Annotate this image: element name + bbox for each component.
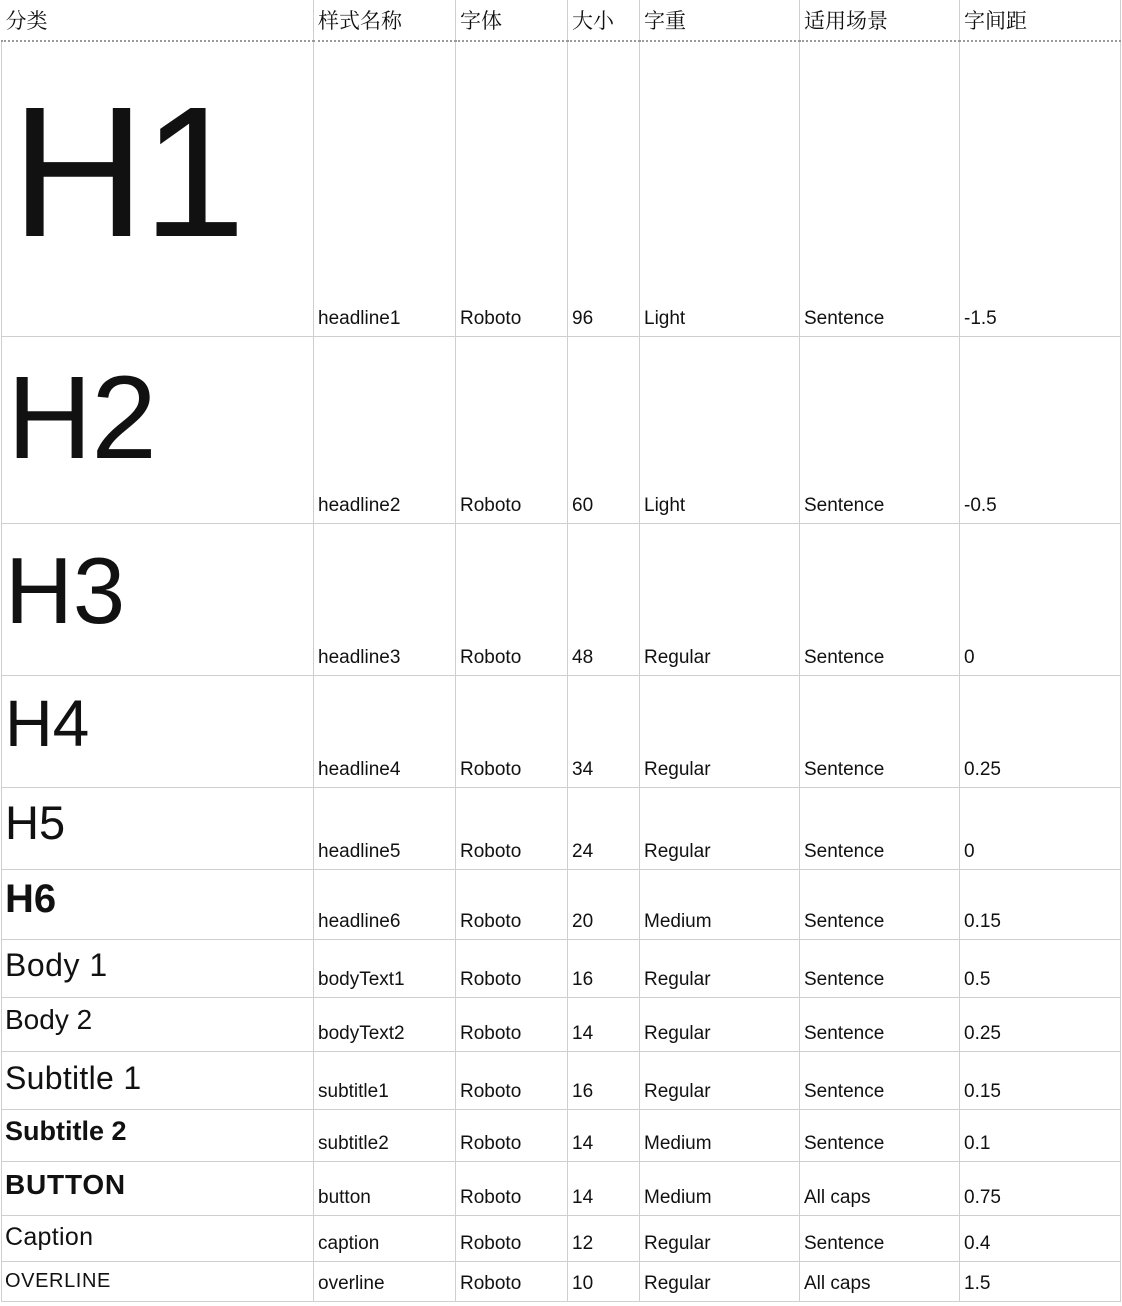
- weight-cell: Regular: [640, 1215, 800, 1261]
- style-name-cell: button: [314, 1161, 456, 1215]
- letter-spacing-cell: 1.5: [960, 1261, 1121, 1301]
- style-name-cell: subtitle2: [314, 1109, 456, 1161]
- table-row: [2, 1109, 1121, 1161]
- letter-spacing-cell: 0: [960, 787, 1121, 869]
- table-row: [2, 336, 1121, 523]
- weight-cell: Medium: [640, 1109, 800, 1161]
- sample-cell: [2, 336, 314, 523]
- style-name-cell: bodyText1: [314, 939, 456, 997]
- table-row: [2, 1261, 1121, 1301]
- table-row: [2, 997, 1121, 1051]
- sample-text: H1: [11, 69, 243, 276]
- size-cell: 34: [568, 675, 640, 787]
- case-cell: Sentence: [800, 1051, 960, 1109]
- header-font: 字体: [456, 0, 568, 41]
- sample-text: H3: [5, 537, 126, 643]
- table-row: [2, 787, 1121, 869]
- sample-text: Subtitle 2: [5, 1115, 127, 1146]
- letter-spacing-cell: -1.5: [960, 41, 1121, 336]
- sample-text: H6: [5, 876, 57, 921]
- weight-cell: Regular: [640, 675, 800, 787]
- style-name-cell: bodyText2: [314, 997, 456, 1051]
- letter-spacing-cell: 0.25: [960, 675, 1121, 787]
- font-cell: Roboto: [456, 1051, 568, 1109]
- header-weight: 字重: [640, 0, 800, 41]
- font-cell: Roboto: [456, 997, 568, 1051]
- header-size: 大小: [568, 0, 640, 41]
- typography-table: [1, 0, 1121, 1302]
- header-case: 适用场景: [800, 0, 960, 41]
- size-cell: 16: [568, 939, 640, 997]
- font-cell: Roboto: [456, 336, 568, 523]
- sample-cell: [2, 997, 314, 1051]
- sample-text: Caption: [5, 1222, 94, 1251]
- weight-cell: Regular: [640, 1051, 800, 1109]
- case-cell: All caps: [800, 1161, 960, 1215]
- style-name-cell: headline2: [314, 336, 456, 523]
- weight-cell: Regular: [640, 787, 800, 869]
- sample-cell: [2, 787, 314, 869]
- weight-cell: Regular: [640, 523, 800, 675]
- sample-cell: [2, 523, 314, 675]
- sample-text: Body 1: [5, 946, 108, 983]
- style-name-cell: subtitle1: [314, 1051, 456, 1109]
- case-cell: Sentence: [800, 675, 960, 787]
- weight-cell: Regular: [640, 997, 800, 1051]
- table-row: [2, 41, 1121, 336]
- table-row: [2, 1215, 1121, 1261]
- table-row: [2, 939, 1121, 997]
- sample-cell: [2, 1215, 314, 1261]
- sample-text: Subtitle 1: [5, 1059, 142, 1096]
- letter-spacing-cell: 0.5: [960, 939, 1121, 997]
- case-cell: Sentence: [800, 787, 960, 869]
- weight-cell: Regular: [640, 1261, 800, 1301]
- sample-cell: [2, 939, 314, 997]
- weight-cell: Light: [640, 41, 800, 336]
- sample-text: BUTTON: [5, 1168, 126, 1200]
- letter-spacing-cell: 0.15: [960, 869, 1121, 939]
- sample-text: H2: [7, 351, 156, 484]
- sample-cell: [2, 869, 314, 939]
- case-cell: Sentence: [800, 41, 960, 336]
- weight-cell: Medium: [640, 1161, 800, 1215]
- sample-cell: [2, 1161, 314, 1215]
- sample-text: H4: [5, 685, 90, 760]
- size-cell: 10: [568, 1261, 640, 1301]
- style-name-cell: headline1: [314, 41, 456, 336]
- sample-text: H5: [5, 795, 66, 849]
- sample-cell: [2, 675, 314, 787]
- size-cell: 96: [568, 41, 640, 336]
- table-row: [2, 675, 1121, 787]
- case-cell: Sentence: [800, 869, 960, 939]
- sample-text: Body 2: [5, 1003, 93, 1035]
- size-cell: 14: [568, 1109, 640, 1161]
- letter-spacing-cell: 0: [960, 523, 1121, 675]
- style-name-cell: overline: [314, 1261, 456, 1301]
- size-cell: 24: [568, 787, 640, 869]
- letter-spacing-cell: 0.25: [960, 997, 1121, 1051]
- sample-cell: [2, 1051, 314, 1109]
- weight-cell: Regular: [640, 939, 800, 997]
- font-cell: Roboto: [456, 1215, 568, 1261]
- case-cell: All caps: [800, 1261, 960, 1301]
- font-cell: Roboto: [456, 869, 568, 939]
- header-row: [2, 0, 1121, 41]
- letter-spacing-cell: 0.4: [960, 1215, 1121, 1261]
- font-cell: Roboto: [456, 1261, 568, 1301]
- weight-cell: Light: [640, 336, 800, 523]
- header-category: 分类: [2, 0, 314, 41]
- font-cell: Roboto: [456, 675, 568, 787]
- letter-spacing-cell: 0.1: [960, 1109, 1121, 1161]
- style-name-cell: caption: [314, 1215, 456, 1261]
- size-cell: 16: [568, 1051, 640, 1109]
- case-cell: Sentence: [800, 1215, 960, 1261]
- header-style-name: 样式名称: [314, 0, 456, 41]
- font-cell: Roboto: [456, 939, 568, 997]
- letter-spacing-cell: 0.15: [960, 1051, 1121, 1109]
- letter-spacing-cell: 0.75: [960, 1161, 1121, 1215]
- size-cell: 20: [568, 869, 640, 939]
- case-cell: Sentence: [800, 1109, 960, 1161]
- font-cell: Roboto: [456, 41, 568, 336]
- sample-text: OVERLINE: [5, 1269, 111, 1292]
- case-cell: Sentence: [800, 939, 960, 997]
- font-cell: Roboto: [456, 523, 568, 675]
- font-cell: Roboto: [456, 1109, 568, 1161]
- size-cell: 12: [568, 1215, 640, 1261]
- font-cell: Roboto: [456, 1161, 568, 1215]
- size-cell: 14: [568, 1161, 640, 1215]
- table-row: [2, 1051, 1121, 1109]
- table-row: [2, 1161, 1121, 1215]
- style-name-cell: headline3: [314, 523, 456, 675]
- size-cell: 48: [568, 523, 640, 675]
- size-cell: 14: [568, 997, 640, 1051]
- weight-cell: Medium: [640, 869, 800, 939]
- style-name-cell: headline6: [314, 869, 456, 939]
- letter-spacing-cell: -0.5: [960, 336, 1121, 523]
- case-cell: Sentence: [800, 336, 960, 523]
- table-row: [2, 523, 1121, 675]
- header-letter-spacing: 字间距: [960, 0, 1121, 41]
- style-name-cell: headline4: [314, 675, 456, 787]
- style-name-cell: headline5: [314, 787, 456, 869]
- sample-cell: [2, 1261, 314, 1301]
- font-cell: Roboto: [456, 787, 568, 869]
- sample-cell: [2, 41, 314, 336]
- case-cell: Sentence: [800, 523, 960, 675]
- sample-cell: [2, 1109, 314, 1161]
- size-cell: 60: [568, 336, 640, 523]
- case-cell: Sentence: [800, 997, 960, 1051]
- table-row: [2, 869, 1121, 939]
